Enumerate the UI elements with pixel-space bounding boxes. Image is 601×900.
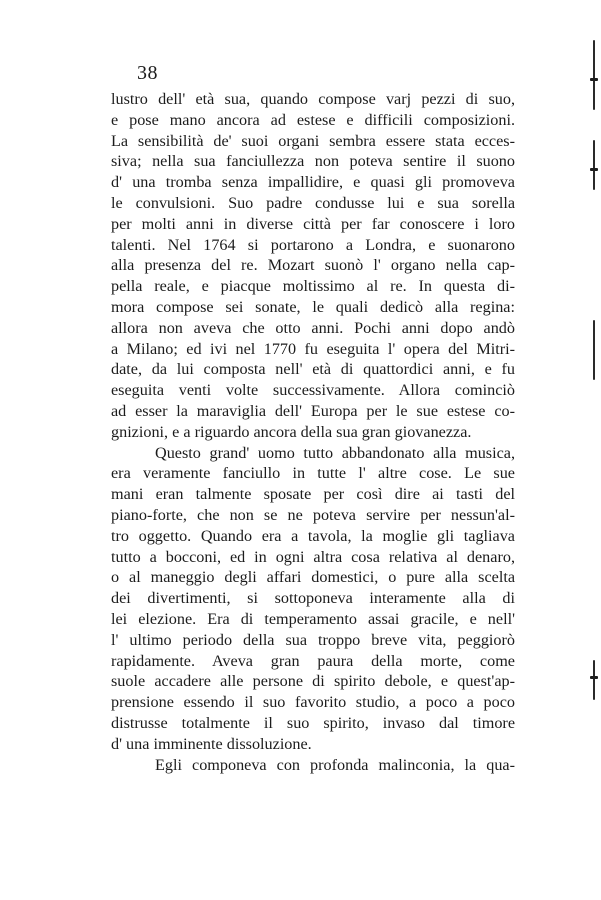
text-line: dei divertimenti, si sottoponeva interamente alla di bbox=[111, 589, 515, 608]
text-line: ad esser la maraviglia dell' Europa per le sue estese co- bbox=[111, 401, 515, 420]
page-binding-edge bbox=[587, 0, 601, 900]
text-line: alla presenza del re. Mozart suonò l' organo nella cap- bbox=[111, 256, 515, 275]
body-text bbox=[111, 89, 515, 775]
text-line: lustro dell' età sua, quando compose varj pezzi di suo, bbox=[111, 90, 515, 108]
text-line: le convulsioni. Suo padre condusse lui e sua sorella bbox=[111, 193, 515, 212]
text-line: eseguita venti volte successivamente. Allora cominciò bbox=[111, 381, 515, 400]
text-line: per molti anni in diverse città per far conoscere i loro bbox=[111, 214, 515, 233]
page-number: 38 bbox=[137, 62, 158, 84]
binding-line bbox=[593, 140, 595, 190]
text-line: e pose mano ancora ad estese e difficili composizioni. bbox=[111, 110, 515, 129]
text-line: talenti. Nel 1764 si portarono a Londra, e suonarono bbox=[111, 235, 515, 254]
text-line: La sensibilità de' suoi organi sembra essere stata ecces- bbox=[111, 131, 515, 150]
text-line: era veramente fanciullo in tutte l' altre cose. Le sue bbox=[111, 464, 515, 483]
binding-mark bbox=[590, 168, 598, 171]
text-line: lei elezione. Era di temperamento assai gracile, e nell' bbox=[111, 609, 515, 628]
text-line: l' ultimo periodo della sua troppo breve vita, peggiorò bbox=[111, 630, 515, 649]
binding-line bbox=[593, 660, 595, 700]
binding-mark bbox=[590, 676, 598, 679]
text-line: allora non aveva che otto anni. Pochi anni dopo andò bbox=[111, 318, 515, 337]
text-line: pella reale, e piacque moltissimo al re. In questa di- bbox=[111, 277, 515, 296]
text-line: mani eran talmente sposate per così dire ai tasti del bbox=[111, 485, 515, 504]
text-line: d' una tromba senza impallidire, e quasi gli promoveva bbox=[111, 173, 515, 192]
text-line: date, da lui composta nell' età di quattordici anni, e fu bbox=[111, 360, 515, 379]
binding-mark bbox=[590, 78, 598, 81]
text-line: siva; nella sua fanciullezza non poteva sentire il suono bbox=[111, 152, 515, 171]
paragraph-start-line: Questo grand' uomo tutto abbandonato alla musica, bbox=[155, 443, 515, 462]
paragraph-start-line: Egli componeva con profonda malinconia, la qua- bbox=[155, 755, 515, 774]
text-line: o al maneggio degli affari domestici, o pure alla scelta bbox=[111, 568, 515, 587]
text-line: d' una imminente dissoluzione. bbox=[111, 734, 312, 753]
text-line: piano-forte, che non se ne poteva servire per nessun'al- bbox=[111, 505, 515, 524]
text-line: suole accadere alle persone di spirito debole, e quest'ap- bbox=[111, 672, 515, 691]
text-line: rapidamente. Aveva gran paura della morte, come bbox=[111, 651, 515, 670]
text-line: prensione essendo il suo favorito studio, a poco a poco bbox=[111, 693, 515, 712]
text-line: a Milano; ed ivi nel 1770 fu eseguita l' opera del Mitri- bbox=[111, 339, 515, 358]
text-line: distrusse totalmente il suo spirito, invaso dal timore bbox=[111, 713, 515, 732]
text-line: tro oggetto. Quando era a tavola, la moglie gli tagliava bbox=[111, 526, 515, 545]
text-line: tutto a bocconi, ed in ogni altra cosa relativa al denaro, bbox=[111, 547, 515, 566]
text-line: gnizioni, e a riguardo ancora della sua gran giovanezza. bbox=[111, 422, 472, 441]
binding-line bbox=[593, 40, 595, 110]
text-line: mora compose sei sonate, le quali dedicò alla regina: bbox=[111, 297, 515, 316]
binding-line bbox=[593, 320, 595, 380]
